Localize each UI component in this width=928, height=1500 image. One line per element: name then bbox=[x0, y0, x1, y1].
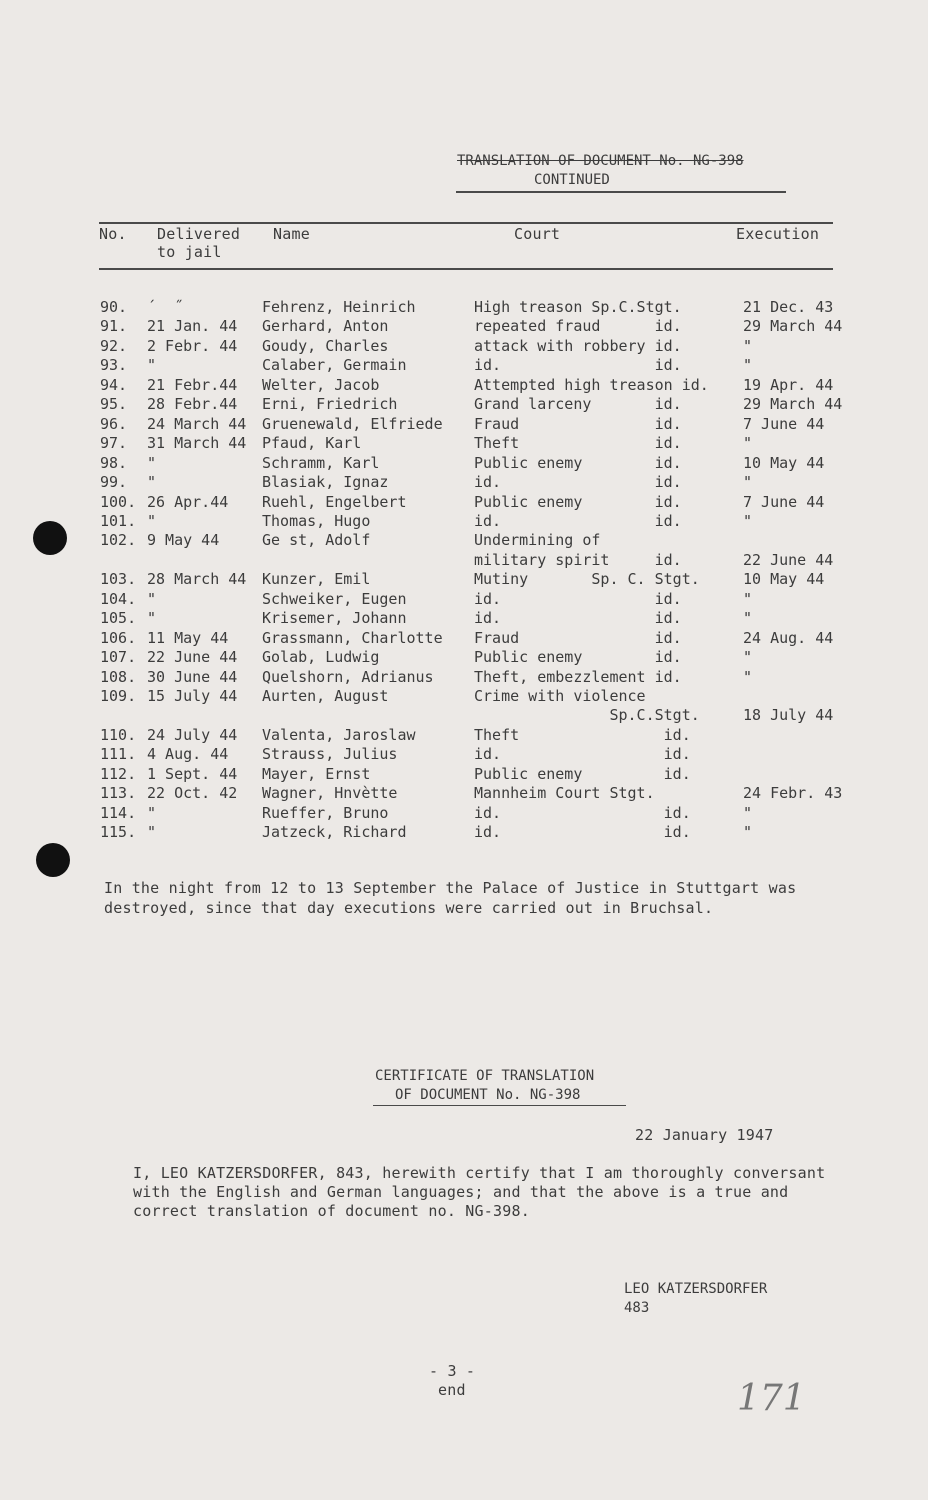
cell-court: Public enemy id. bbox=[474, 493, 682, 511]
table-row bbox=[0, 784, 928, 804]
cell-execution: " bbox=[743, 337, 753, 355]
cell-no: 100. bbox=[100, 493, 137, 511]
cell-no: 96. bbox=[100, 415, 128, 433]
cell-no: 91. bbox=[100, 317, 128, 335]
cell-delivered: 22 Oct. 42 bbox=[147, 784, 238, 802]
cell-delivered: 28 Febr.44 bbox=[147, 395, 238, 413]
cell-no: 95. bbox=[100, 395, 128, 413]
cell-delivered: 1 Sept. 44 bbox=[147, 765, 238, 783]
cell-name: Ruehl, Engelbert bbox=[262, 493, 407, 511]
cell-delivered: " bbox=[147, 609, 157, 627]
note-line-1: In the night from 12 to 13 September the Palace of Justice in Stuttgart was bbox=[104, 879, 797, 897]
cell-execution: 10 May 44 bbox=[743, 570, 825, 588]
cell-delivered: " bbox=[147, 473, 157, 491]
cell-name: Fehrenz, Heinrich bbox=[262, 298, 416, 316]
cell-name: Jatzeck, Richard bbox=[262, 823, 407, 841]
certificate-line-2: with the English and German languages; and that the above is a true and bbox=[133, 1183, 789, 1201]
cell-execution: 22 June 44 bbox=[743, 551, 834, 569]
cell-delivered: " bbox=[147, 590, 157, 608]
cell-execution: " bbox=[743, 356, 753, 374]
cell-delivered: 24 March 44 bbox=[147, 415, 247, 433]
cell-court: repeated fraud id. bbox=[474, 317, 682, 335]
table-row bbox=[0, 395, 928, 415]
cell-no: 112. bbox=[100, 765, 137, 783]
table-row bbox=[0, 726, 928, 746]
cell-name: Calaber, Germain bbox=[262, 356, 407, 374]
cell-court: id. id. bbox=[474, 356, 682, 374]
table-row bbox=[0, 415, 928, 435]
cell-name: Rueffer, Bruno bbox=[262, 804, 389, 822]
table-row bbox=[0, 570, 928, 590]
cell-delivered: " bbox=[147, 804, 157, 822]
column-header-execution: Execution bbox=[736, 225, 820, 243]
table-row bbox=[0, 687, 928, 707]
table-row bbox=[0, 454, 928, 474]
cell-court: id. id. bbox=[474, 823, 691, 841]
cell-court: id. id. bbox=[474, 590, 682, 608]
cell-delivered: 2 Febr. 44 bbox=[147, 337, 238, 355]
cell-delivered: 28 March 44 bbox=[147, 570, 247, 588]
cell-name: Pfaud, Karl bbox=[262, 434, 362, 452]
cell-delivered: ´ ˝ bbox=[147, 298, 184, 316]
certificate-line-1: I, LEO KATZERSDORFER, 843, herewith certify that I am thoroughly conversant bbox=[133, 1164, 826, 1182]
cell-no: 103. bbox=[100, 570, 137, 588]
cell-court: id. id. bbox=[474, 473, 682, 491]
handwritten-number: 171 bbox=[737, 1378, 806, 1419]
cell-court: id. id. bbox=[474, 609, 682, 627]
cell-delivered: 22 June 44 bbox=[147, 648, 238, 666]
cell-court: Grand larceny id. bbox=[474, 395, 682, 413]
cell-delivered: 4 Aug. 44 bbox=[147, 745, 229, 763]
table-row bbox=[0, 512, 928, 532]
cell-no: 93. bbox=[100, 356, 128, 374]
cell-no: 108. bbox=[100, 668, 137, 686]
cell-execution: " bbox=[743, 473, 753, 491]
signer-name: LEO KATZERSDORFER bbox=[624, 1281, 768, 1297]
cell-court: Mannheim Court Stgt. bbox=[474, 784, 655, 802]
cell-execution: 24 Aug. 44 bbox=[743, 629, 834, 647]
cell-name: Gruenewald, Elfriede bbox=[262, 415, 443, 433]
cell-no: 110. bbox=[100, 726, 137, 744]
table-row bbox=[0, 765, 928, 785]
table-row bbox=[0, 629, 928, 649]
table-header-rule bbox=[99, 268, 833, 270]
table-row bbox=[0, 317, 928, 337]
cell-delivered: 11 May 44 bbox=[147, 629, 229, 647]
cell-name: Thomas, Hugo bbox=[262, 512, 371, 530]
cell-court: id. id. bbox=[474, 512, 682, 530]
cell-no: 105. bbox=[100, 609, 137, 627]
cell-name: Ge st, Adolf bbox=[262, 531, 371, 549]
table-row bbox=[0, 745, 928, 765]
cell-name: Krisemer, Johann bbox=[262, 609, 407, 627]
table-row bbox=[0, 298, 928, 318]
cell-no: 113. bbox=[100, 784, 137, 802]
table-row bbox=[0, 823, 928, 843]
punch-hole bbox=[36, 843, 70, 877]
cell-court: id. id. bbox=[474, 745, 691, 763]
cell-name: Mayer, Ernst bbox=[262, 765, 371, 783]
cell-name: Gerhard, Anton bbox=[262, 317, 389, 335]
cell-name: Welter, Jacob bbox=[262, 376, 380, 394]
cell-execution: 18 July 44 bbox=[743, 706, 834, 724]
column-header-court: Court bbox=[514, 225, 561, 243]
cell-name: Wagner, Hnvètte bbox=[262, 784, 398, 802]
cell-court: Attempted high treason id. bbox=[474, 376, 709, 394]
note-line-2: destroyed, since that day executions were carried out in Bruchsal. bbox=[104, 899, 714, 917]
cell-delivered: 15 July 44 bbox=[147, 687, 238, 705]
end-marker: end bbox=[438, 1381, 466, 1399]
cell-execution: " bbox=[743, 609, 753, 627]
cell-no: 90. bbox=[100, 298, 128, 316]
cell-execution: 21 Dec. 43 bbox=[743, 298, 834, 316]
cell-court: attack with robbery id. bbox=[474, 337, 682, 355]
cell-delivered: 30 June 44 bbox=[147, 668, 238, 686]
cell-no: 92. bbox=[100, 337, 128, 355]
cell-court: Crime with violence bbox=[474, 687, 646, 705]
cell-court: Theft id. bbox=[474, 726, 691, 744]
cell-name: Erni, Friedrich bbox=[262, 395, 398, 413]
table-row bbox=[0, 473, 928, 493]
cell-court: Mutiny Sp. C. Stgt. bbox=[474, 570, 700, 588]
table-row bbox=[0, 648, 928, 668]
cell-name: Schramm, Karl bbox=[262, 454, 380, 472]
cell-court: Public enemy id. bbox=[474, 765, 691, 783]
cell-no: 101. bbox=[100, 512, 137, 530]
cell-court: Fraud id. bbox=[474, 415, 682, 433]
cell-court: Theft, embezzlement id. bbox=[474, 668, 682, 686]
table-row bbox=[0, 493, 928, 513]
header-rule bbox=[456, 191, 786, 193]
cell-no: 104. bbox=[100, 590, 137, 608]
table-row bbox=[0, 531, 928, 551]
table-row bbox=[0, 609, 928, 629]
cell-no: 94. bbox=[100, 376, 128, 394]
cell-execution: 19 Apr. 44 bbox=[743, 376, 834, 394]
cell-delivered: " bbox=[147, 356, 157, 374]
table-top-rule bbox=[99, 222, 833, 224]
cell-name: Kunzer, Emil bbox=[262, 570, 371, 588]
table-row bbox=[0, 551, 928, 571]
cell-delivered: " bbox=[147, 454, 157, 472]
cell-no: 98. bbox=[100, 454, 128, 472]
table-row bbox=[0, 706, 928, 726]
cell-name: Schweiker, Eugen bbox=[262, 590, 407, 608]
cell-court: Public enemy id. bbox=[474, 648, 682, 666]
column-header-delivered: Delivered to jail bbox=[157, 225, 241, 261]
cell-delivered: 26 Apr.44 bbox=[147, 493, 229, 511]
cell-delivered: 21 Jan. 44 bbox=[147, 317, 238, 335]
cell-execution: " bbox=[743, 512, 753, 530]
cell-court: Undermining of bbox=[474, 531, 601, 549]
cell-court: Theft id. bbox=[474, 434, 682, 452]
cell-name: Quelshorn, Adrianus bbox=[262, 668, 434, 686]
table-row bbox=[0, 356, 928, 376]
cell-no: 109. bbox=[100, 687, 137, 705]
cell-execution: " bbox=[743, 648, 753, 666]
cell-no: 115. bbox=[100, 823, 137, 841]
cell-no: 106. bbox=[100, 629, 137, 647]
cell-court: Public enemy id. bbox=[474, 454, 682, 472]
certificate-title: CERTIFICATE OF TRANSLATION bbox=[375, 1068, 595, 1084]
cell-execution: 24 Febr. 43 bbox=[743, 784, 843, 802]
cell-execution: 29 March 44 bbox=[743, 395, 843, 413]
table-row bbox=[0, 337, 928, 357]
cell-court: id. id. bbox=[474, 804, 691, 822]
table-row bbox=[0, 668, 928, 688]
column-header-no: No. bbox=[99, 225, 127, 243]
cell-execution: " bbox=[743, 823, 753, 841]
certificate-line-3: correct translation of document no. NG-398. bbox=[133, 1202, 530, 1220]
cell-delivered: 9 May 44 bbox=[147, 531, 220, 549]
cell-no: 114. bbox=[100, 804, 137, 822]
cell-no: 107. bbox=[100, 648, 137, 666]
table-row bbox=[0, 434, 928, 454]
cell-delivered: " bbox=[147, 823, 157, 841]
table-row bbox=[0, 804, 928, 824]
cell-court: Fraud id. bbox=[474, 629, 682, 647]
table-row bbox=[0, 376, 928, 396]
cell-name: Golab, Ludwig bbox=[262, 648, 380, 666]
cell-execution: 7 June 44 bbox=[743, 493, 825, 511]
cell-court: Sp.C.Stgt. bbox=[474, 706, 700, 724]
cell-no: 99. bbox=[100, 473, 128, 491]
cell-execution: 10 May 44 bbox=[743, 454, 825, 472]
cell-no: 102. bbox=[100, 531, 137, 549]
cell-execution: 29 March 44 bbox=[743, 317, 843, 335]
cell-name: Grassmann, Charlotte bbox=[262, 629, 443, 647]
cell-delivered: 31 March 44 bbox=[147, 434, 247, 452]
document-subtitle: CONTINUED bbox=[534, 172, 610, 188]
cell-execution: " bbox=[743, 668, 753, 686]
certificate-date: 22 January 1947 bbox=[635, 1126, 774, 1144]
cell-delivered: 24 July 44 bbox=[147, 726, 238, 744]
cell-name: Goudy, Charles bbox=[262, 337, 389, 355]
cell-execution: " bbox=[743, 804, 753, 822]
cell-delivered: 21 Febr.44 bbox=[147, 376, 238, 394]
cell-court: High treason Sp.C.Stgt. bbox=[474, 298, 682, 316]
column-header-name: Name bbox=[273, 225, 310, 243]
table-row bbox=[0, 590, 928, 610]
cell-execution: " bbox=[743, 434, 753, 452]
certificate-rule bbox=[373, 1105, 626, 1106]
cell-name: Strauss, Julius bbox=[262, 745, 398, 763]
cell-execution: 7 June 44 bbox=[743, 415, 825, 433]
cell-no: 97. bbox=[100, 434, 128, 452]
cell-delivered: " bbox=[147, 512, 157, 530]
document-title: TRANSLATION OF DOCUMENT No. NG-398 bbox=[457, 153, 744, 169]
certificate-document-ref: OF DOCUMENT No. NG-398 bbox=[395, 1087, 581, 1103]
page-number: - 3 - bbox=[429, 1362, 476, 1380]
signer-number: 483 bbox=[624, 1300, 650, 1316]
cell-name: Aurten, August bbox=[262, 687, 389, 705]
cell-court: military spirit id. bbox=[474, 551, 682, 569]
cell-name: Valenta, Jaroslaw bbox=[262, 726, 416, 744]
cell-no: 111. bbox=[100, 745, 137, 763]
cell-execution: " bbox=[743, 590, 753, 608]
cell-name: Blasiak, Ignaz bbox=[262, 473, 389, 491]
